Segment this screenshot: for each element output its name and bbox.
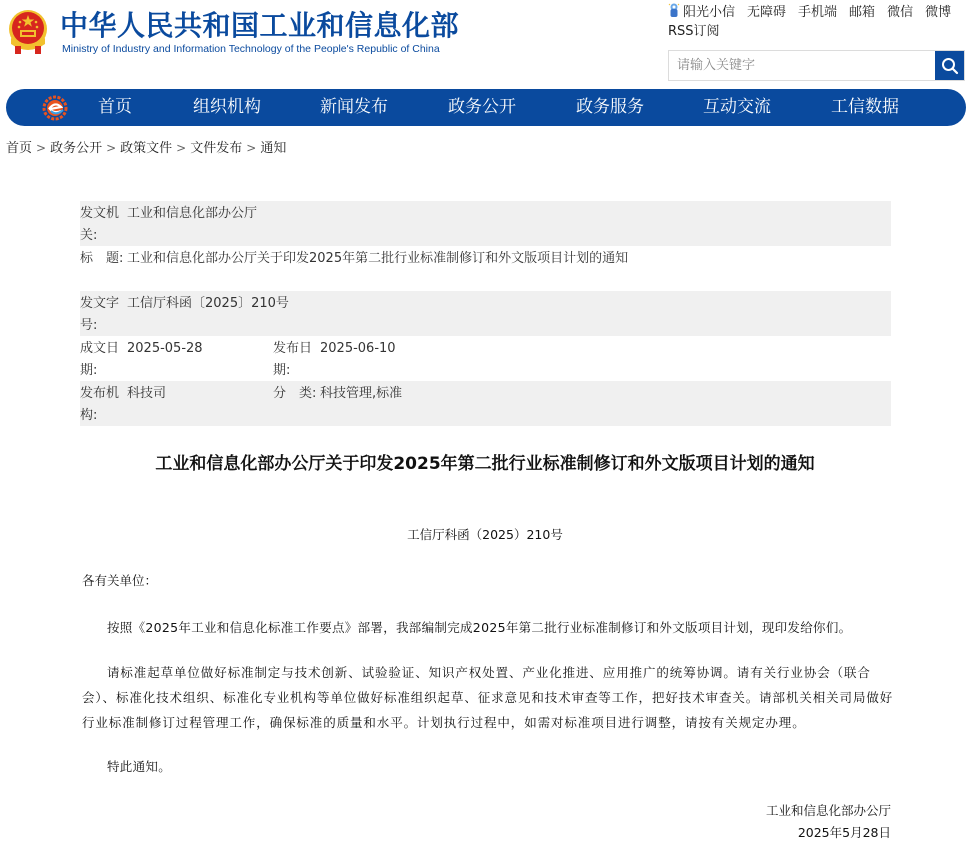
top-links: [668, 3, 968, 41]
nav-item-gov-services[interactable]: 政务服务: [576, 97, 644, 117]
meta-row-title: [80, 246, 891, 291]
top-link-sunshine[interactable]: 阳光小信: [668, 5, 735, 20]
meta-row-issuer: [80, 201, 891, 246]
top-link-rss[interactable]: RSS订阅: [668, 24, 720, 39]
meta-value-title: 工业和信息化部办公厅关于印发2025年第二批行业标准制修订和外文版项目计划的通知: [127, 251, 629, 266]
signature-date: 2025年5月28日: [797, 825, 891, 840]
top-link-wechat[interactable]: 微信: [887, 5, 914, 20]
article-title: 工业和信息化部办公厅关于印发2025年第二批行业标准制修订和外文版项目计划的通知: [155, 454, 815, 474]
meta-row-dates: [80, 336, 891, 381]
document-meta-table: [80, 201, 891, 426]
breadcrumb-doc-release[interactable]: 文件发布: [190, 141, 243, 156]
breadcrumb: [6, 139, 286, 158]
mascot-icon: [668, 3, 680, 19]
meta-label: 标 题:: [80, 251, 124, 266]
article-doc-number: 工信厅科函（2025）210号: [407, 527, 563, 542]
article-paragraph: 特此通知。: [107, 759, 172, 774]
ministry-logo-icon[interactable]: [42, 95, 68, 121]
top-link-accessibility[interactable]: 无障碍: [747, 5, 787, 20]
breadcrumb-gov-affairs[interactable]: 政务公开: [50, 141, 103, 156]
breadcrumb-home[interactable]: 首页: [6, 141, 33, 156]
signature-organization: 工业和信息化部办公厅: [765, 803, 891, 818]
meta-value-publisher: 科技司: [127, 386, 167, 401]
search-button[interactable]: [935, 51, 964, 80]
chevron-right-icon: >: [176, 141, 187, 155]
nav-item-news[interactable]: 新闻发布: [320, 97, 388, 117]
article-paragraph: 按照《2025年工业和信息化标准工作要点》部署，我部编制完成2025年第二批行业标准制修订和外文版项目计划，现印发给你们。: [107, 620, 852, 635]
meta-value-written-date: 2025-05-28: [127, 341, 203, 356]
top-link-mail[interactable]: 邮箱: [849, 5, 876, 20]
site-subtitle-en: Ministry of Industry and Information Technology of the People's Republic of China: [62, 43, 440, 55]
nav-item-organization[interactable]: 组织机构: [193, 97, 261, 117]
meta-value-issuer: 工业和信息化部办公厅: [127, 206, 258, 221]
nav-item-data[interactable]: 工信数据: [831, 97, 899, 117]
main-nav: [6, 89, 966, 126]
meta-row-publisher: [80, 381, 891, 426]
meta-value-publish-date: 2025-06-10: [320, 341, 396, 356]
top-link-mobile[interactable]: 手机端: [798, 5, 838, 20]
meta-value-category: 科技管理,标准: [320, 386, 403, 401]
search-box: [668, 50, 965, 81]
top-link-weibo[interactable]: 微博: [925, 5, 952, 20]
meta-label: 发布日期:: [273, 341, 313, 378]
chevron-right-icon: >: [36, 141, 47, 155]
meta-label: 成文日期:: [80, 341, 120, 378]
meta-label: 发文字号:: [80, 296, 120, 333]
search-input[interactable]: [669, 51, 935, 80]
site-title[interactable]: 中华人民共和国工业和信息化部: [60, 9, 460, 42]
site-header: [0, 0, 970, 88]
nav-item-interaction[interactable]: 互动交流: [703, 97, 771, 117]
article-salutation: 各有关单位：: [82, 573, 158, 588]
breadcrumb-notice[interactable]: 通知: [260, 141, 287, 156]
search-icon: [941, 57, 959, 75]
chevron-right-icon: >: [106, 141, 117, 155]
article-paragraph: 请标准起草单位做好标准制定与技术创新、试验验证、知识产权处置、产业化推进、应用推广的统筹协调。请有关行业协会（联合会）、标准化技术组织、标准化专业机构等单位做好标准组织起草、征求意见和技术审查等工作，把好技术审查关。请部机关相关司局做好行业标准制修订过程管理工作，确保标准的质量和水平。计划执行过程中，如需对标准项目进行调整，请按有关规定办理。: [82, 665, 894, 730]
meta-value-doc-number: 工信厅科函〔2025〕210号: [127, 296, 289, 311]
nav-item-gov-affairs[interactable]: 政务公开: [448, 97, 516, 117]
nav-item-home[interactable]: 首页: [98, 97, 132, 117]
breadcrumb-policy-docs[interactable]: 政策文件: [120, 141, 173, 156]
national-emblem-icon[interactable]: [5, 8, 51, 56]
meta-label: 发文机关:: [80, 206, 120, 243]
meta-row-doc-number: [80, 291, 891, 336]
meta-label: 分 类:: [273, 386, 317, 401]
meta-label: 发布机构:: [80, 386, 120, 423]
chevron-right-icon: >: [246, 141, 257, 155]
